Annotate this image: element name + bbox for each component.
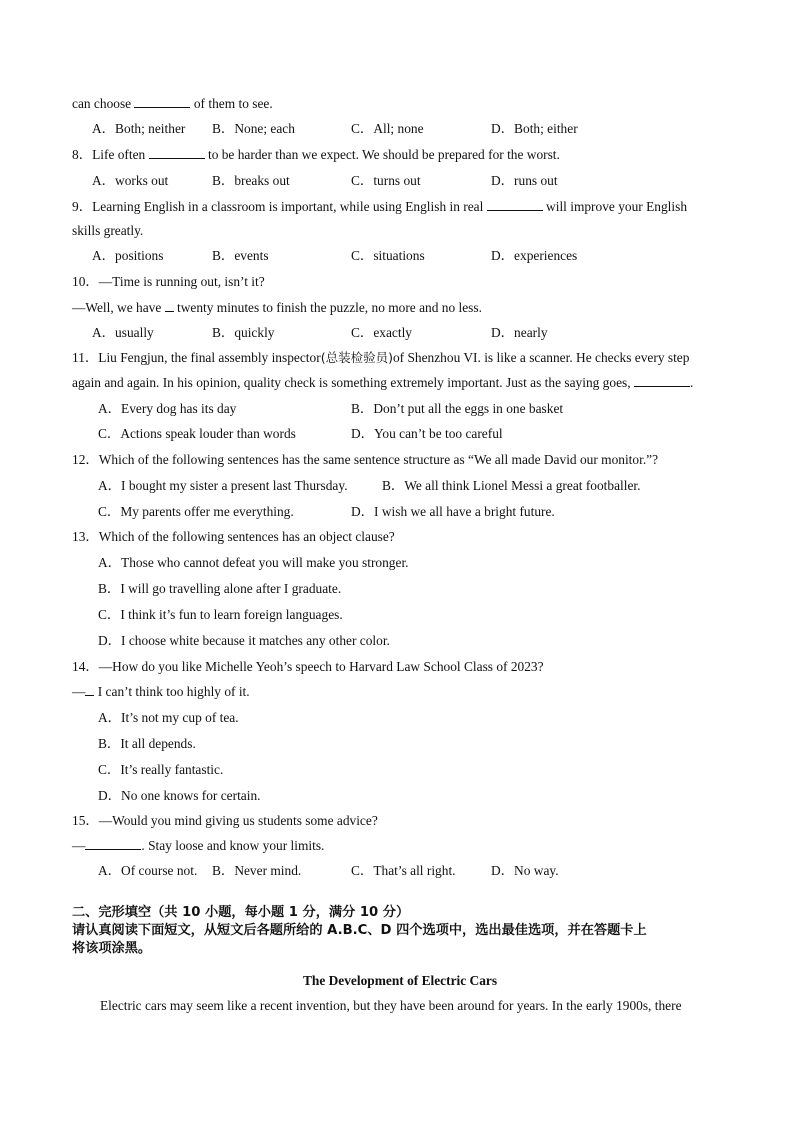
q10-stem: 10．—Time is running out, isn’t it? [72,274,265,289]
answer-blank [85,683,94,696]
q8-option-c: C．turns out [351,173,421,188]
q14-stem-line2: — I can’t think too highly of it. [72,684,250,699]
q9-option-d: D．experiences [491,248,578,263]
answer-blank [634,374,690,387]
q7-option-a: A．Both; neither [92,121,186,136]
q8-option-d: D．runs out [491,173,558,188]
q12-option-c: C．My parents offer me everything. [98,504,294,519]
q9-option-a: A．positions [92,248,164,263]
q15-stem: 15．—Would you mind giving us students some advice? [72,813,378,828]
q12-option-d: D．I wish we all have a bright future. [351,504,555,519]
q11-stem-line2: again and again. In his opinion, quality check is something extremely important. Just as the saying goes, . [72,375,694,390]
q7-stem-tail: can choose of them to see. [72,96,273,111]
q8-stem: 8．Life often to be harder than we expect. We should be prepared for the worst. [72,147,560,162]
q7-option-c: C．All; none [351,121,424,136]
q13-option-c: C．I think it’s fun to learn foreign languages. [98,607,343,622]
q8-option-b: B．breaks out [212,173,290,188]
answer-blank [149,146,205,159]
answer-blank [165,299,174,312]
q9-option-b: B．events [212,248,269,263]
q14-option-c: C．It’s really fantastic. [98,762,224,777]
section-instruction: 请认真阅读下面短文，从短文后各题所给的 A.B.C、D 四个选项中，选出最佳选项，并在答题卡上 [72,923,647,938]
q13-stem: 13．Which of the following sentences has an object clause? [72,529,395,544]
q9-stem-line2: skills greatly. [72,223,144,238]
q7-option-b: B．None; each [212,121,295,136]
q14-stem: 14．—How do you like Michelle Yeoh’s speech to Harvard Law School Class of 2023? [72,659,544,674]
passage-title: The Development of Electric Cars [302,973,498,988]
q11-option-a: A．Every dog has its day [98,401,237,416]
q15-option-a: A．Of course not. [98,863,198,878]
q11-option-c: C．Actions speak louder than words [98,426,296,441]
q14-option-d: D．No one knows for certain. [98,788,261,803]
q15-option-b: B．Never mind. [212,863,302,878]
q13-option-d: D．I choose white because it matches any other color. [98,633,390,648]
q13-option-a: A．Those who cannot defeat you will make you stronger. [98,555,409,570]
q7-option-d: D．Both; either [491,121,578,136]
q10-option-c: C．exactly [351,325,412,340]
q10-option-a: A．usually [92,325,154,340]
q15-option-d: D．No way. [491,863,559,878]
q13-option-b: B．I will go travelling alone after I graduate. [98,581,342,596]
q9-option-c: C．situations [351,248,425,263]
q10-option-b: B．quickly [212,325,275,340]
q14-option-b: B．It all depends. [98,736,196,751]
q8-option-a: A．works out [92,173,169,188]
q12-stem: 12．Which of the following sentences has the same sentence structure as “We all made David our monitor.”? [72,452,659,467]
q11-option-d: D．You can’t be too careful [351,426,503,441]
q14-option-a: A．It’s not my cup of tea. [98,710,239,725]
q15-stem-line2: — . Stay loose and know your limits. [72,838,325,853]
q10-option-d: D．nearly [491,325,548,340]
q12-option-a: A．I bought my sister a present last Thursday. [98,478,348,493]
answer-blank [134,95,190,108]
q10-stem-line2: —Well, we have twenty minutes to finish the puzzle, no more and no less. [72,300,482,315]
answer-blank [85,837,141,850]
q9-stem: 9．Learning English in a classroom is important, while using English in real will improve your English [72,199,688,214]
passage-text: Electric cars may seem like a recent invention, but they have been around for years. In the early 1900s, there [100,998,682,1013]
q15-option-c: C．That’s all right. [351,863,456,878]
section-heading: 二、完形填空（共 10 小题，每小题 1 分，满分 10 分） [72,905,410,920]
answer-blank [487,198,543,211]
q11-stem: 11．Liu Fengjun, the final assembly inspector(总装检验员)of Shenzhou VI. is like a scanner. He checks every step [72,350,690,365]
q11-option-b: B．Don’t put all the eggs in one basket [351,401,564,416]
q12-option-b: B．We all think Lionel Messi a great footballer. [382,478,641,493]
section-instruction-line2: 将该项涂黑。 [72,941,152,956]
